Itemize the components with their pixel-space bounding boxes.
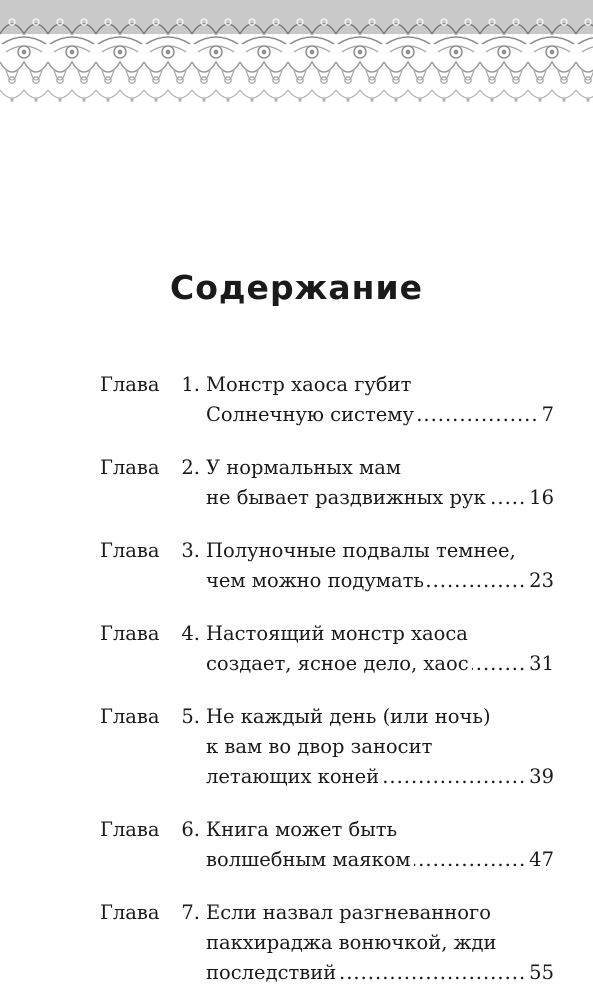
chapter-title-line: не бывает раздвижных рук bbox=[206, 486, 486, 509]
chapter-title-line: Если назвал разгневанного bbox=[206, 901, 491, 924]
chapter-number: 4. bbox=[181, 622, 200, 645]
toc-entry bbox=[0, 370, 593, 430]
toc-entry bbox=[0, 898, 593, 988]
page-number: 39 bbox=[529, 765, 554, 788]
chapter-label: Глава bbox=[100, 539, 160, 562]
chapter-title-line: создает, ясное дело, хаос bbox=[206, 652, 469, 675]
chapter-title bbox=[206, 619, 554, 679]
chapter-number: 7. bbox=[181, 901, 200, 924]
chapter-number: 2. bbox=[181, 456, 200, 479]
toc-entry bbox=[0, 815, 593, 875]
page-number: 31 bbox=[529, 652, 554, 675]
toc-entry bbox=[0, 619, 593, 679]
chapter-number: 6. bbox=[181, 818, 200, 841]
page-number: 7 bbox=[541, 403, 554, 426]
chapter-title-last-line bbox=[206, 958, 554, 988]
chapter-number: 1. bbox=[181, 373, 200, 396]
dot-leader bbox=[417, 400, 539, 430]
chapter-title bbox=[206, 453, 554, 513]
chapter-title bbox=[206, 370, 554, 430]
chapter-title-line: последствий bbox=[206, 961, 337, 984]
chapter-title-line: Солнечную систему bbox=[206, 403, 414, 426]
chapter-title-line: Книга может быть bbox=[206, 818, 398, 841]
dot-leader bbox=[339, 958, 526, 988]
lace-ornament-border bbox=[0, 0, 593, 112]
chapter-label: Глава bbox=[100, 456, 160, 479]
dot-leader bbox=[414, 845, 527, 875]
chapter-title-line: Не каждый день (или ночь) bbox=[206, 705, 491, 728]
page-number: 47 bbox=[529, 848, 554, 871]
page-number: 23 bbox=[529, 569, 554, 592]
chapter-title-line: пакхираджа вонючкой, жди bbox=[206, 931, 497, 954]
chapter-label: Глава bbox=[100, 622, 160, 645]
dot-leader bbox=[489, 483, 527, 513]
chapter-title-last-line bbox=[206, 400, 554, 430]
chapter-label: Глава bbox=[100, 901, 160, 924]
chapter-title-line: Монстр хаоса губит bbox=[206, 373, 412, 396]
toc-entry bbox=[0, 536, 593, 596]
chapter-title-line: Полуночные подвалы темнее, bbox=[206, 539, 516, 562]
chapter-title-line: У нормальных мам bbox=[206, 456, 401, 479]
table-of-contents bbox=[0, 370, 593, 988]
chapter-title-last-line bbox=[206, 649, 554, 679]
page-number: 55 bbox=[529, 961, 554, 984]
dot-leader bbox=[382, 762, 526, 792]
chapter-title-line: чем можно подумать bbox=[206, 569, 424, 592]
chapter-title-last-line bbox=[206, 566, 554, 596]
dot-leader bbox=[427, 566, 526, 596]
page-number: 16 bbox=[529, 486, 554, 509]
chapter-title-line: Настоящий монстр хаоса bbox=[206, 622, 468, 645]
chapter-title-line: волшебным маяком bbox=[206, 848, 411, 871]
chapter-title bbox=[206, 898, 554, 988]
dot-leader bbox=[472, 649, 526, 679]
chapter-label: Глава bbox=[100, 818, 160, 841]
toc-entry bbox=[0, 453, 593, 513]
chapter-title-line: летающих коней bbox=[206, 765, 380, 788]
chapter-title bbox=[206, 702, 554, 792]
chapter-title-line: к вам во двор заносит bbox=[206, 735, 433, 758]
chapter-number: 3. bbox=[181, 539, 200, 562]
page-title: Содержание bbox=[170, 268, 423, 307]
chapter-number: 5. bbox=[181, 705, 200, 728]
chapter-title bbox=[206, 536, 554, 596]
toc-entry bbox=[0, 702, 593, 792]
chapter-title-last-line bbox=[206, 483, 554, 513]
chapter-label: Глава bbox=[100, 705, 160, 728]
chapter-title bbox=[206, 815, 554, 875]
chapter-title-last-line bbox=[206, 845, 554, 875]
chapter-label: Глава bbox=[100, 373, 160, 396]
chapter-title-last-line bbox=[206, 762, 554, 792]
